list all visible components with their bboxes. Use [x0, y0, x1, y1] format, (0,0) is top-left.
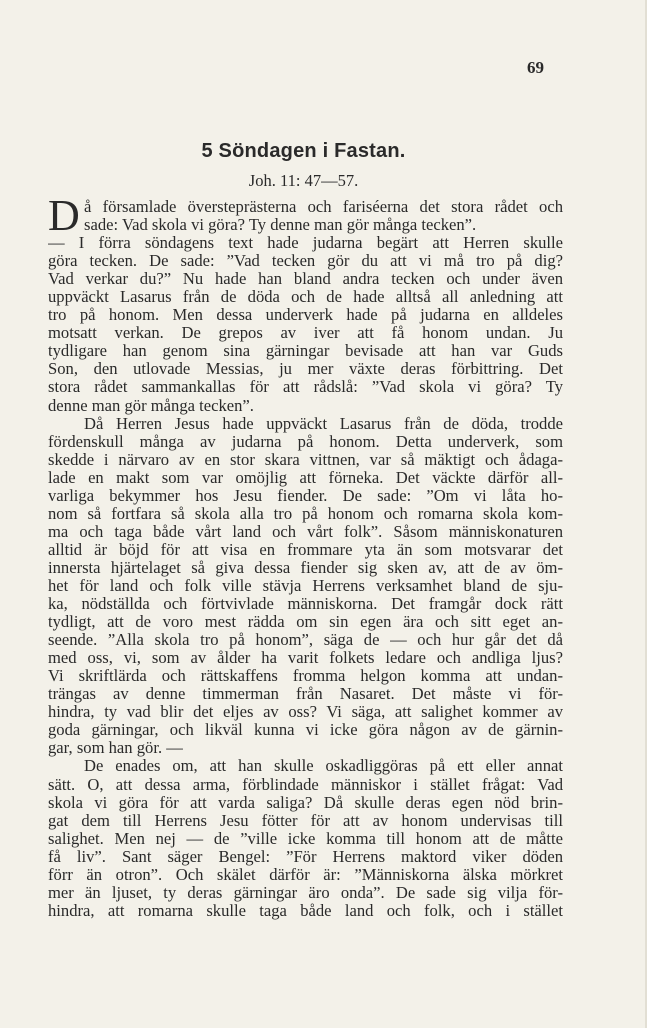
- text-line: sätt. O, att dessa arma, förblindade människor i stället frågat: Vad: [48, 775, 563, 794]
- text-line: tro på honom. Men dessa underverk hade på judarna en alldeles: [48, 306, 563, 325]
- text-line: förr än otron”. Och skälet därför är: ”Människorna älska mörkret: [48, 865, 563, 884]
- text-line: Då Herren Jesus hade uppväckt Lasarus från de döda, trodde: [84, 414, 563, 433]
- text-line: uppväckt Lasarus från de döda och de hade alltså all anledning att: [48, 288, 563, 307]
- text-line: salighet. Men nej — de ”ville icke komma till honom att de måtte: [48, 829, 563, 848]
- text-line: göra tecken. De sade: ”Vad tecken gör du att vi må tro på dig?: [48, 252, 563, 271]
- text-line: Vi skriftlärda och rättskaffens fromma helgon komma att undan-: [48, 667, 563, 686]
- text-line: goda gärningar, och likväl kunna vi icke göra någon av de gärnin-: [48, 721, 563, 740]
- text-line: fördenskull många av judarna på honom. Detta underverk, som: [48, 432, 563, 451]
- text-line: ka, nödställda och förtvivlade människorna. Det framgår dock rätt: [48, 595, 563, 614]
- text-line: alltid är böjd för att visa en frommare yta än som motsvarar det: [48, 540, 563, 559]
- text-line: denne man gör många tecken”.: [48, 396, 254, 415]
- text-line: trängas av denne timmerman från Nasaret. Det måste vi för-: [48, 685, 563, 704]
- text-line: varliga bekymmer hos Jesu fiender. De sade: ”Om vi låta ho-: [48, 486, 563, 505]
- text-line: seende. ”Alla skola tro på honom”, säga de — och hur går det då: [48, 631, 563, 650]
- page-number: 69: [527, 58, 544, 77]
- text-line: nom så fortfara så skola alla tro på honom och romarna skola kom-: [48, 504, 563, 523]
- text-line: innersta hjärtelaget så giva dessa fiender sig sken av, att de av öm-: [48, 558, 563, 577]
- text-line: ma och taga både vårt land och vårt folk”. Såsom människonaturen: [48, 522, 563, 541]
- bible-reference: Joh. 11: 47—57.: [248, 171, 359, 190]
- text-line: gar, som han gör. —: [48, 739, 183, 758]
- text-line: het för land och folk ville stävja Herrens verksamhet bland de sju-: [48, 576, 563, 595]
- text-line: De enades om, att han skulle oskadliggöras på ett eller annat: [84, 757, 563, 776]
- body-text: [48, 191, 563, 920]
- text-line: hindra, att romarna skulle taga både land och folk, och i stället: [48, 901, 563, 920]
- text-line: — I förra söndagens text hade judarna begärt att Herren skulle: [48, 234, 563, 253]
- text-line: skola vi göra för att varda saliga? Då skulle deras egen nöd brin-: [48, 793, 563, 812]
- text-line: tydligare han genom sina gärningar bevisade att han var Guds: [48, 342, 563, 361]
- text-line: å församlade översteprästerna och fariséerna det stora rådet och: [84, 198, 563, 216]
- text-line: gat dem till Herrens Jesu fötter för att av honom undervisas till: [48, 811, 563, 830]
- text-line: lade en makt som var omöjlig att förneka. Det väckte därför all-: [48, 468, 563, 487]
- text-line: med oss, vi, som av ålder ha varit folkets ledare och andliga ljus?: [48, 649, 563, 668]
- drop-cap: D: [48, 191, 80, 240]
- text-line: Vad verkar du?” Nu hade han bland andra tecken och under även: [48, 270, 563, 289]
- text-line: motsatt verkan. De grepos av iver att få honom undan. Ju: [48, 324, 563, 343]
- text-line: hindra, ty vad blir det eljes av oss? Vi säga, att salighet kommer av: [48, 703, 563, 722]
- text-line: mer än ljuset, ty deras gärningar äro onda”. De sade sig vilja för-: [48, 883, 563, 902]
- text-line: stora rådet sammankallas för att rådslå: ”Vad skola vi göra? Ty: [48, 378, 563, 397]
- text-line: tydligt, att de voro mest rädda om sin egen ära och sitt eget an-: [48, 613, 563, 632]
- text-line: Son, den utlovade Messias, ju mer växte deras förbittring. Det: [48, 360, 563, 379]
- text-line: sade: Vad skola vi göra? Ty denne man gör många tecken”.: [84, 216, 477, 235]
- text-line: skedde i närvaro av en stor skara vittnen, var så mäktigt och ådaga-: [48, 450, 563, 469]
- text-line: få liv”. Sant säger Bengel: ”För Herrens maktord viker döden: [48, 847, 563, 866]
- section-heading: 5 Söndagen i Fastan.: [201, 140, 406, 162]
